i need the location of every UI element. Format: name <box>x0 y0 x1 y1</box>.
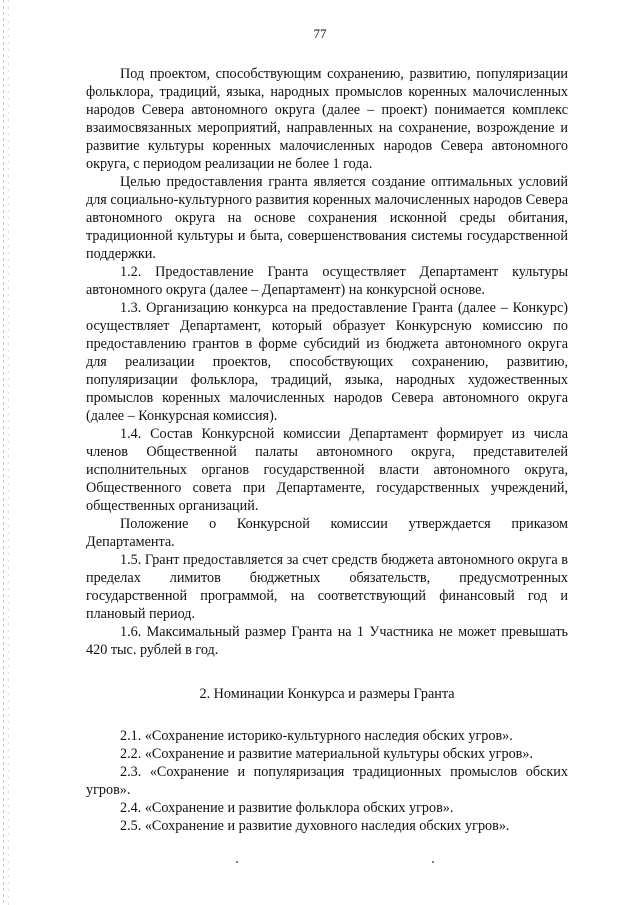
paragraph-1-6: 1.6. Максимальный размер Гранта на 1 Участника не может превышать 420 тыс. рублей в год. <box>86 624 568 658</box>
scan-edge <box>3 0 4 905</box>
paragraph-1-2: 1.2. Предоставление Гранта осуществляет Департамент культуры автономного округа (далее – Департамент) на конкурсной основе. <box>86 264 568 298</box>
nomination-item: 2.2. «Сохранение и развитие материальной культуры обских угров». <box>120 746 534 762</box>
paragraph-1-4: 1.4. Состав Конкурсной комиссии Департамент формирует из числа членов Общественной палаты автономного округа, представителей исполнительных органов государственной власти автономного округа, Общественного совета при Департаменте, государственных учреждений, общественных организаций. <box>86 426 568 514</box>
nomination-item: 2.5. «Сохранение и развитие духовного наследия обских угров». <box>120 818 510 834</box>
paragraph-1-5: 1.5. Грант предоставляется за счет средств бюджета автономного округа в пределах лимитов бюджетных обязательств, предусмотренных государственной программой, на соответствующий финансовый год и плановый период. <box>86 552 568 622</box>
scan-edge-inner <box>8 0 9 905</box>
paragraph-commission-regulation: Положение о Конкурсной комиссии утверждается приказом Департамента. <box>86 516 568 550</box>
paragraph-grant-purpose: Целью предоставления гранта является создание оптимальных условий для социально-культурного развития коренных малочисленных народов Севера автономного округа на основе сохранения исконной среды обитания, традиционной культуры и быта, совершенствования системы государственной поддержки. <box>86 174 568 262</box>
nomination-item: 2.1. «Сохранение историко-культурного наследия обских угров». <box>120 728 513 744</box>
scan-speck <box>236 861 238 863</box>
document-body <box>86 65 568 835</box>
paragraph-1-3: 1.3. Организацию конкурса на предоставление Гранта (далее – Конкурс) осуществляет Департамент, который образует Конкурсную комиссию по предоставлению грантов в форме субсидий из бюджета автономного округа для реализации проектов, способствующих сохранению, развитию, популяризации фольклора, традиций, языка, народных художественных промыслов коренных малочисленных народов Севера автономного округа (далее – Конкурсная комиссия). <box>86 300 568 424</box>
scan-speck <box>432 861 434 863</box>
nomination-item: 2.3. «Сохранение и популяризация традиционных промыслов обских угров». <box>86 764 568 798</box>
paragraph-project-definition: Под проектом, способствующим сохранению, развитию, популяризации фольклора, традиций, языка, народных промыслов коренных малочисленных народов Севера автономного округа (далее – проект) понимается комплекс взаимосвязанных мероприятий, направленных на сохранение, возрождение и развитие культуры коренных малочисленных народов Севера автономного округа, с периодом реализации не более 1 года. <box>86 66 568 172</box>
page-number: 77 <box>313 26 327 41</box>
section-heading: 2. Номинации Конкурса и размеры Гранта <box>199 686 455 702</box>
nomination-item: 2.4. «Сохранение и развитие фольклора обских угров». <box>120 800 454 816</box>
